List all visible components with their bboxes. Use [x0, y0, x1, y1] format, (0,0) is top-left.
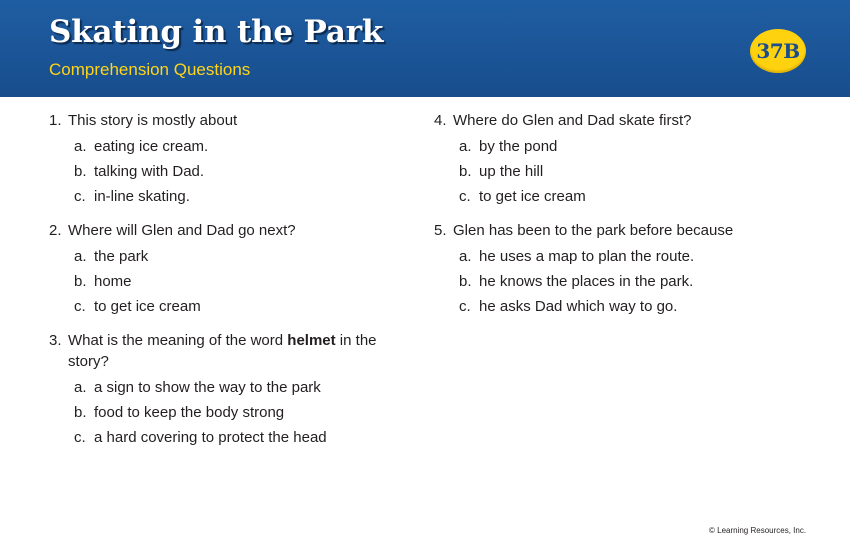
question-text-start: What is the meaning of the word	[68, 332, 288, 349]
answer-option[interactable]	[434, 269, 774, 294]
question-number: 5.	[434, 222, 447, 239]
question-number: 4.	[434, 112, 447, 129]
option-text: a hard covering to protect the head	[94, 429, 327, 446]
option-text: he knows the places in the park.	[479, 273, 694, 290]
option-text: eating ice cream.	[94, 138, 209, 155]
answer-option[interactable]	[434, 134, 774, 159]
question-text: Where do Glen and Dad skate first?	[453, 112, 692, 129]
copyright-notice: © Learning Resources, Inc.	[709, 526, 807, 535]
answer-option[interactable]	[49, 159, 409, 184]
option-text: to get ice cream	[94, 298, 201, 315]
option-text: he uses a map to plan the route.	[479, 248, 695, 265]
option-letter: c.	[459, 298, 471, 315]
option-letter: b.	[74, 163, 87, 180]
answer-option[interactable]	[49, 294, 409, 319]
answer-option[interactable]	[49, 400, 409, 425]
option-text: up the hill	[479, 163, 544, 180]
question-2	[49, 220, 409, 319]
option-letter: b.	[459, 273, 472, 290]
option-letter: a.	[459, 248, 472, 265]
option-text: by the pond	[479, 138, 558, 155]
question-number: 3.	[49, 332, 62, 349]
option-letter: c.	[74, 188, 86, 205]
answer-option[interactable]	[434, 159, 774, 184]
answer-option[interactable]	[434, 184, 774, 209]
question-text: Glen has been to the park before because	[453, 222, 734, 239]
option-text: a sign to show the way to the park	[94, 379, 321, 396]
right-column	[434, 110, 774, 330]
option-text: in-line skating.	[94, 188, 190, 205]
option-text: the park	[94, 248, 149, 265]
question-4	[434, 110, 774, 209]
card-number-label: 37B	[756, 39, 800, 63]
answer-option[interactable]	[49, 184, 409, 209]
option-letter: c.	[74, 298, 86, 315]
question-1	[49, 110, 409, 209]
page-title: Skating in the Park	[49, 14, 384, 50]
question-text: Where will Glen and Dad go next?	[68, 222, 296, 239]
option-letter: a.	[459, 138, 472, 155]
option-letter: a.	[74, 248, 87, 265]
vocabulary-word: helmet	[287, 332, 336, 349]
answer-option[interactable]	[49, 375, 409, 400]
question-3	[49, 330, 409, 450]
option-letter: a.	[74, 138, 87, 155]
answer-option[interactable]	[49, 134, 409, 159]
option-letter: c.	[459, 188, 471, 205]
option-letter: c.	[74, 429, 86, 446]
question-number: 2.	[49, 222, 62, 239]
question-5	[434, 220, 774, 319]
card-number-badge	[750, 29, 806, 73]
option-text: he asks Dad which way to go.	[479, 298, 678, 315]
question-text	[68, 330, 409, 372]
page-subtitle: Comprehension Questions	[49, 60, 251, 79]
option-text: food to keep the body strong	[94, 404, 285, 421]
question-number: 1.	[49, 112, 62, 129]
answer-option[interactable]	[434, 244, 774, 269]
option-text: talking with Dad.	[94, 163, 205, 180]
question-text: This story is mostly about	[68, 112, 238, 129]
question-text-end: in the story?	[68, 332, 377, 370]
header-banner	[0, 0, 850, 97]
answer-option[interactable]	[49, 269, 409, 294]
option-letter: b.	[74, 273, 87, 290]
option-text: to get ice cream	[479, 188, 586, 205]
answer-option[interactable]	[49, 244, 409, 269]
answer-option[interactable]	[49, 425, 409, 450]
option-letter: b.	[74, 404, 87, 421]
option-letter: b.	[459, 163, 472, 180]
answer-option[interactable]	[434, 294, 774, 319]
option-text: home	[94, 273, 132, 290]
left-column	[49, 110, 409, 461]
option-letter: a.	[74, 379, 87, 396]
